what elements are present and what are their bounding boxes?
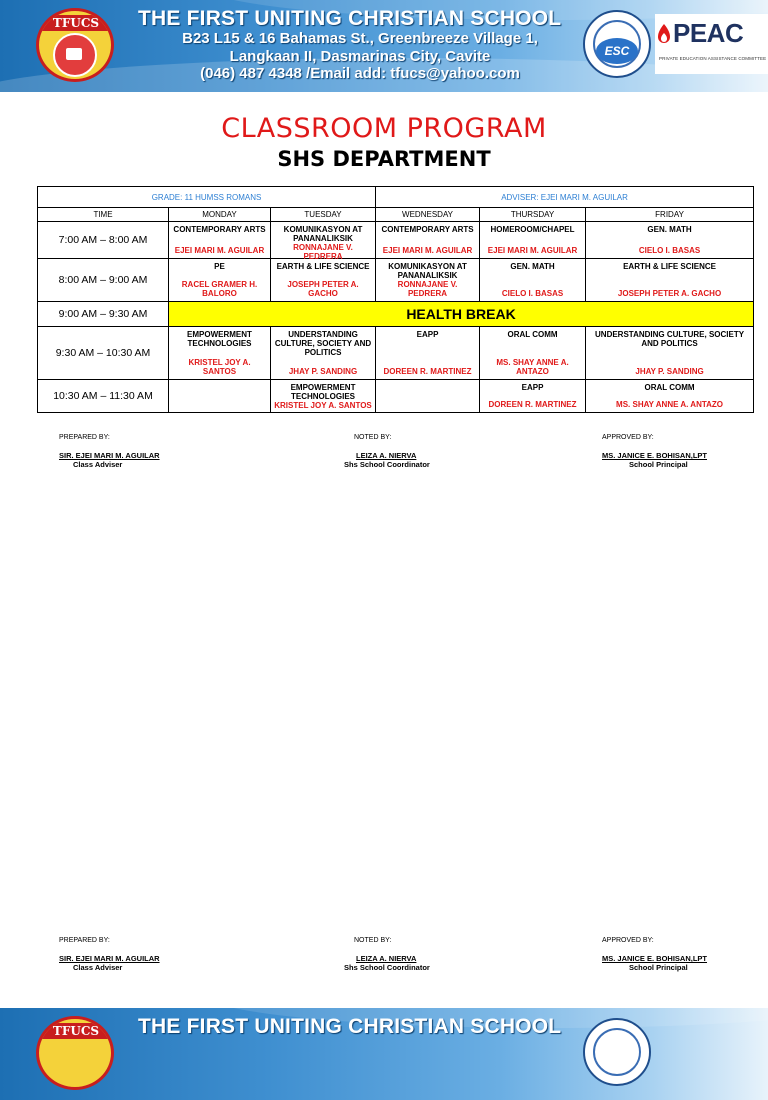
- signature-name: LEIZA A. NIERVA: [356, 451, 417, 460]
- column-header-thursday: THURSDAY: [480, 208, 586, 222]
- teacher: CIELO I. BASAS: [638, 246, 701, 255]
- signature-role: PREPARED BY:: [59, 434, 110, 441]
- teacher: RACEL GRAMER H. BALORO: [181, 280, 258, 298]
- signature-role: NOTED BY:: [354, 937, 392, 944]
- seal-ribbon: TFUCS: [37, 1023, 114, 1039]
- subject: EMPOWERMENT TECHNOLOGIES: [187, 330, 252, 348]
- school-name: THE FIRST UNITING CHRISTIAN SCHOOL: [138, 7, 562, 30]
- seal-ribbon: TFUCS: [37, 15, 114, 31]
- signature-position: School Principal: [629, 963, 688, 972]
- class-cell: [586, 327, 754, 380]
- class-cell: [169, 222, 271, 259]
- signature-position: School Principal: [629, 460, 688, 469]
- teacher: KRISTEL JOY A. SANTOS: [188, 358, 251, 376]
- peac-wordmark-text: PEAC: [673, 18, 744, 48]
- adviser-label: ADVISER: EJEI MARI M. AGUILAR: [376, 187, 754, 208]
- signature-position: Class Adviser: [73, 963, 123, 972]
- subject: CONTEMPORARY ARTS: [173, 225, 266, 234]
- signature-name: SIR. EJEI MARI M. AGUILAR: [59, 954, 160, 963]
- signature-name: MS. JANICE E. BOHISAN,LPT: [602, 954, 708, 963]
- teacher: JHAY P. SANDING: [288, 367, 358, 376]
- school-address-line2: Langkaan II, Dasmarinas City, Cavite: [229, 48, 491, 65]
- class-cell: [376, 380, 480, 413]
- column-header-monday: MONDAY: [169, 208, 271, 222]
- peac-tagline: PRIVATE EDUCATION ASSISTANCE COMMITTEE: [659, 56, 767, 61]
- subject: KOMUNIKASYON AT PANANALIKSIK: [388, 262, 467, 280]
- teacher: EJEI MARI M. AGUILAR: [174, 246, 265, 255]
- school-seal-logo: [36, 1016, 114, 1090]
- class-cell: [376, 327, 480, 380]
- deped-seal-logo: [583, 1018, 651, 1086]
- class-cell: [480, 380, 586, 413]
- column-header-wednesday: WEDNESDAY: [376, 208, 480, 222]
- school-seal-logo: [36, 8, 114, 82]
- school-address-line1: B23 L15 & 16 Bahamas St., Greenbreeze Village 1,: [182, 30, 538, 47]
- page-title: CLASSROOM PROGRAM: [221, 113, 547, 144]
- subject: EAPP: [521, 383, 544, 392]
- class-cell: [586, 222, 754, 259]
- table-row: [38, 380, 754, 413]
- teacher: RONNAJANE V. PEDRERA: [397, 280, 458, 298]
- column-header-friday: FRIDAY: [586, 208, 754, 222]
- signature-role: APPROVED BY:: [602, 937, 654, 944]
- class-schedule-table: [37, 186, 754, 413]
- signature-role: NOTED BY:: [354, 434, 392, 441]
- time-slot: 9:30 AM – 10:30 AM: [38, 327, 169, 380]
- time-slot: 10:30 AM – 11:30 AM: [38, 380, 169, 413]
- teacher: RONNAJANE V. PEDRERA: [293, 243, 353, 261]
- signature-name: SIR. EJEI MARI M. AGUILAR: [59, 451, 160, 460]
- class-cell: [480, 259, 586, 302]
- subject: HOMEROOM/CHAPEL: [490, 225, 575, 234]
- header-banner: [0, 0, 768, 92]
- time-slot: 7:00 AM – 8:00 AM: [38, 222, 169, 259]
- teacher: DOREEN R. MARTINEZ: [383, 367, 472, 376]
- subject: GEN. MATH: [647, 225, 692, 234]
- subject: EARTH & LIFE SCIENCE: [623, 262, 716, 271]
- esc-badge-logo: ESC: [596, 38, 638, 64]
- table-row: [38, 222, 754, 259]
- signature-position: Class Adviser: [73, 460, 123, 469]
- class-cell: [271, 380, 376, 413]
- table-row: [38, 302, 754, 327]
- next-page-header-banner: [0, 1008, 768, 1100]
- subject: KOMUNIKASYON AT PANANALIKSIK: [283, 225, 363, 243]
- peac-logo: [655, 14, 768, 74]
- subject: EAPP: [416, 330, 439, 339]
- teacher: JOSEPH PETER A. GACHO: [287, 280, 359, 298]
- subject: EMPOWERMENT TECHNOLOGIES: [290, 383, 356, 401]
- teacher: JOSEPH PETER A. GACHO: [617, 289, 722, 298]
- subject: CONTEMPORARY ARTS: [381, 225, 474, 234]
- class-cell: [480, 222, 586, 259]
- teacher: EJEI MARI M. AGUILAR: [382, 246, 473, 255]
- seal-emblem: [53, 33, 97, 77]
- time-slot: 9:00 AM – 9:30 AM: [38, 302, 169, 327]
- grade-label: GRADE: 11 HUMSS ROMANS: [38, 187, 376, 208]
- class-cell: [271, 222, 376, 259]
- subject: EARTH & LIFE SCIENCE: [276, 262, 370, 271]
- table-info-row: [38, 187, 754, 208]
- class-cell: [376, 222, 480, 259]
- time-slot: 8:00 AM – 9:00 AM: [38, 259, 169, 302]
- school-name: THE FIRST UNITING CHRISTIAN SCHOOL: [138, 1015, 562, 1038]
- teacher: JHAY P. SANDING: [635, 367, 704, 376]
- teacher: DOREEN R. MARTINEZ: [488, 400, 577, 409]
- teacher: KRISTEL JOY A. SANTOS: [274, 401, 372, 410]
- column-header-tuesday: TUESDAY: [271, 208, 376, 222]
- subject: PE: [214, 262, 225, 271]
- school-contact: (046) 487 4348 /Email add: tfucs@yahoo.com: [200, 65, 520, 82]
- class-cell: [169, 259, 271, 302]
- subject: ORAL COMM: [507, 330, 558, 339]
- class-cell: [480, 327, 586, 380]
- table-row: [38, 259, 754, 302]
- column-header-time: TIME: [38, 208, 169, 222]
- class-cell: [586, 380, 754, 413]
- signature-position: Shs School Coordinator: [344, 460, 430, 469]
- health-break-banner: HEALTH BREAK: [169, 302, 754, 327]
- teacher: EJEI MARI M. AGUILAR: [487, 246, 578, 255]
- teacher: MS. SHAY ANNE A. ANTAZO: [496, 358, 569, 376]
- teacher: MS. SHAY ANNE A. ANTAZO: [616, 400, 724, 409]
- signature-role: APPROVED BY:: [602, 434, 654, 441]
- class-cell: [376, 259, 480, 302]
- subject: UNDERSTANDING CULTURE, SOCIETY AND POLITICS: [274, 330, 372, 357]
- signature-name: MS. JANICE E. BOHISAN,LPT: [602, 451, 708, 460]
- page-subtitle: SHS DEPARTMENT: [277, 147, 491, 171]
- class-cell: [586, 259, 754, 302]
- peac-mark-icon: [657, 23, 671, 45]
- class-cell: [169, 327, 271, 380]
- class-cell: [169, 380, 271, 413]
- subject: GEN. MATH: [510, 262, 555, 271]
- signature-position: Shs School Coordinator: [344, 963, 430, 972]
- table-row: [38, 327, 754, 380]
- teacher: CIELO I. BASAS: [501, 289, 564, 298]
- table-header-row: [38, 208, 754, 222]
- subject: ORAL COMM: [644, 383, 695, 392]
- peac-wordmark: [657, 18, 743, 49]
- class-cell: [271, 327, 376, 380]
- signature-name: LEIZA A. NIERVA: [356, 954, 417, 963]
- signature-role: PREPARED BY:: [59, 937, 110, 944]
- class-cell: [271, 259, 376, 302]
- subject: UNDERSTANDING CULTURE, SOCIETY AND POLITICS: [595, 330, 745, 348]
